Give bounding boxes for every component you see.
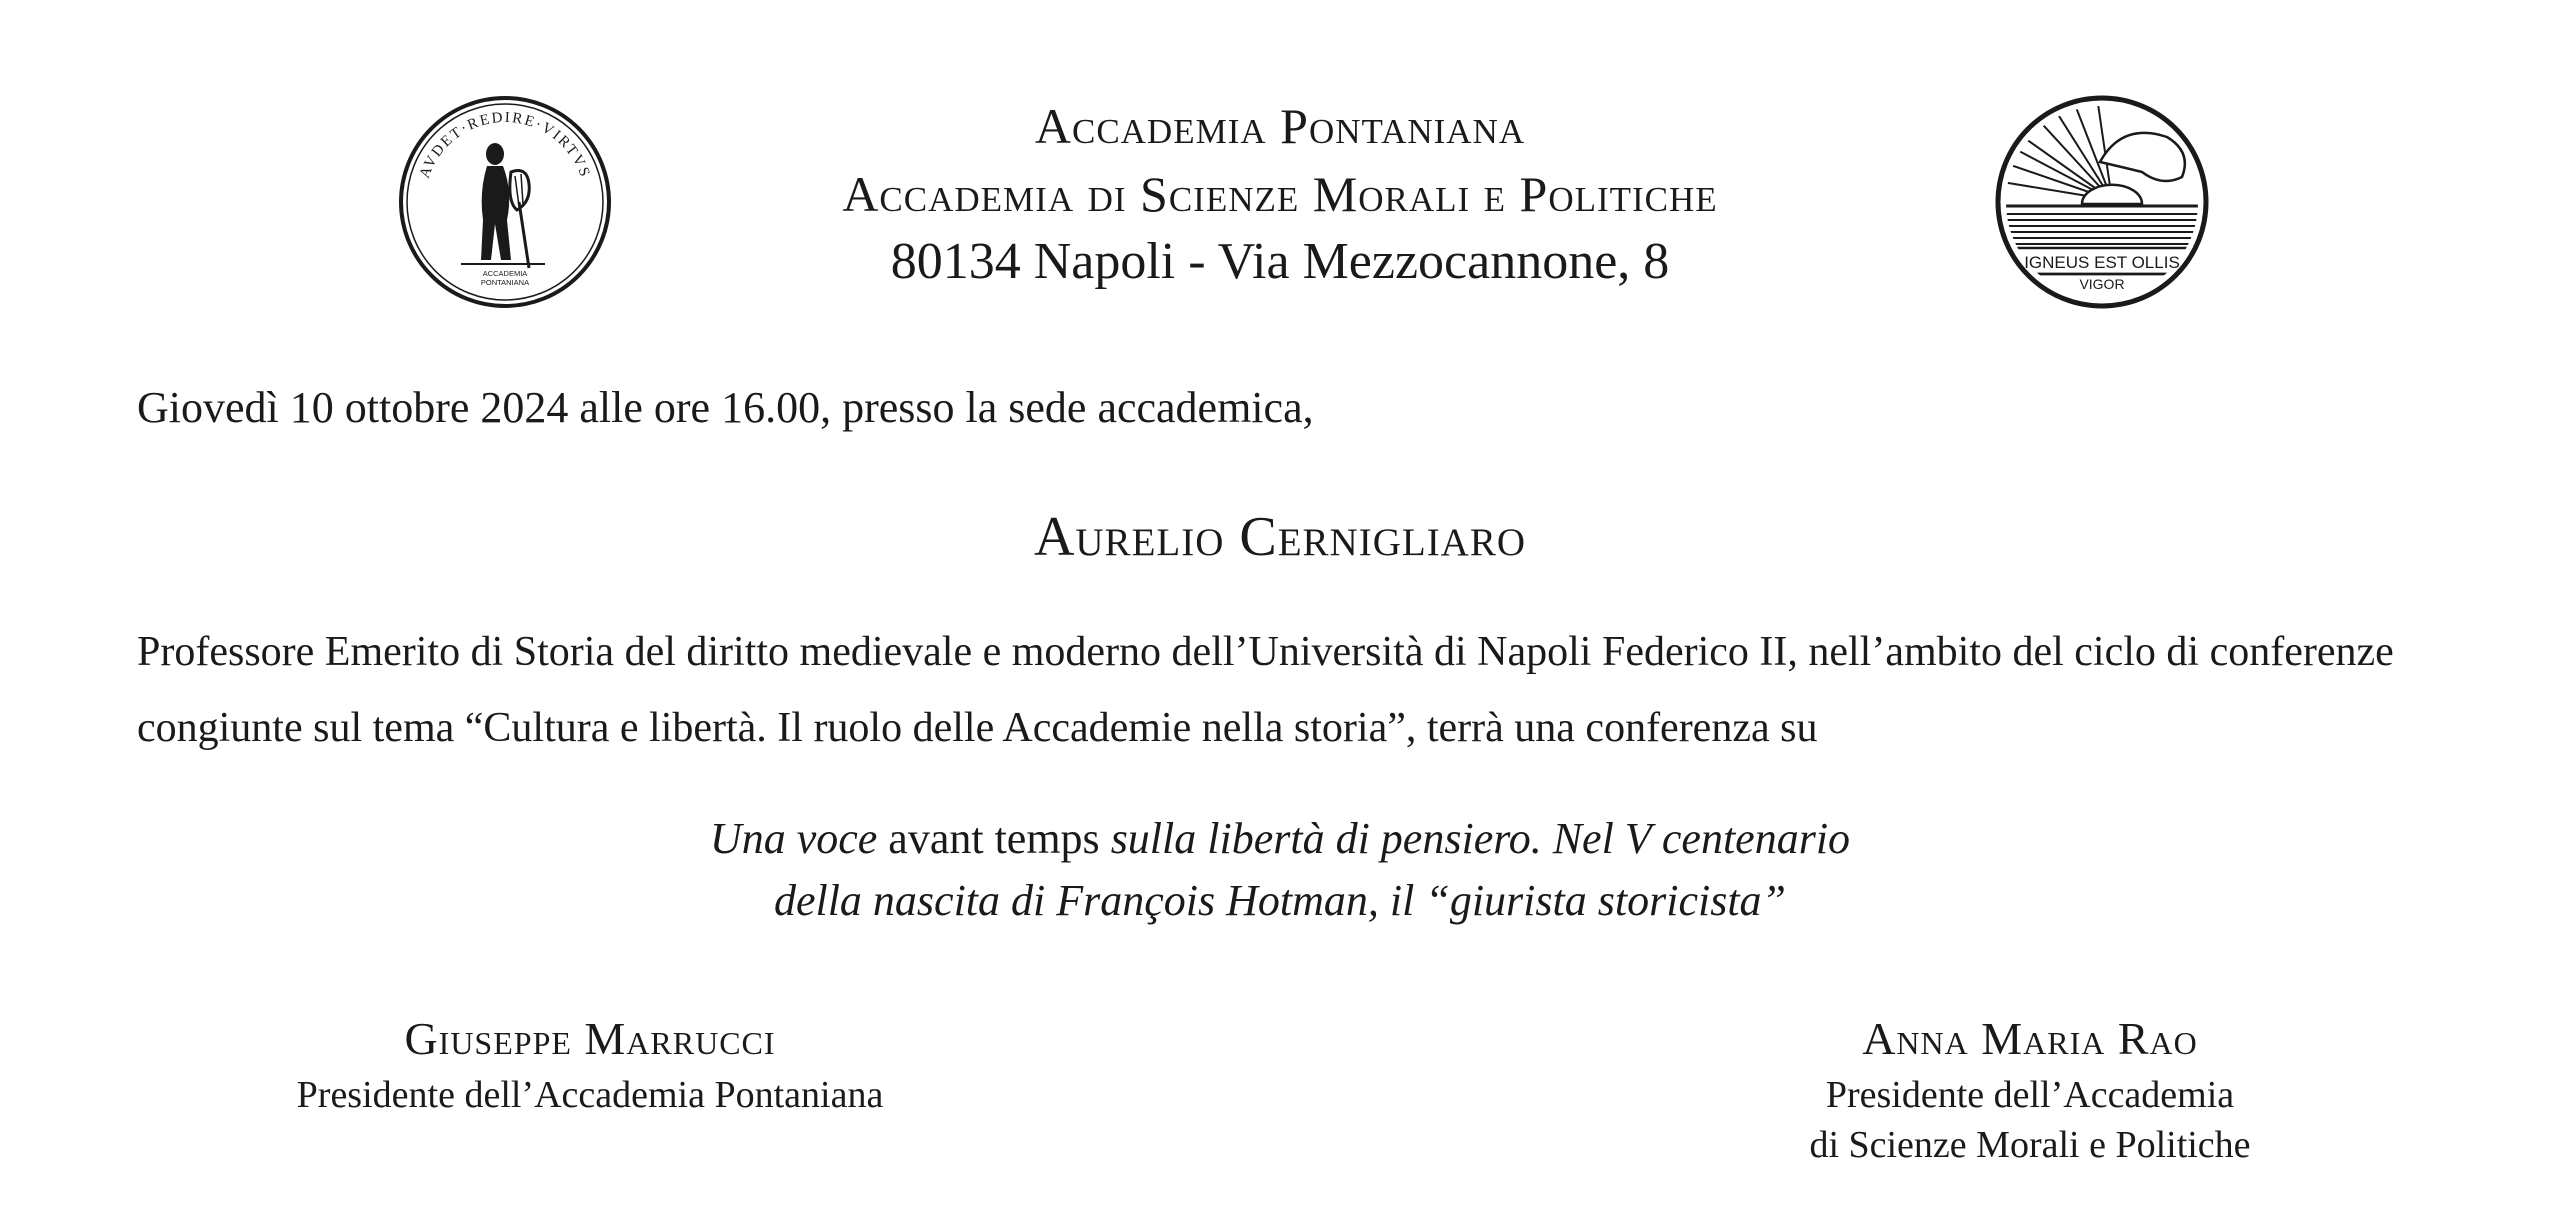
event-date-line: Giovedì 10 ottobre 2024 alle ore 16.00, presso la sede accademica, <box>137 383 1314 432</box>
talk-title-line-1 <box>0 808 2560 870</box>
seal-right-motto-top: IGNEUS EST OLLIS <box>2024 253 2180 272</box>
signature-right-role-line-1: Presidente dell’Accademia <box>1825 1074 2235 1116</box>
signature-left-role: Presidente dell’Accademia Pontaniana <box>296 1074 884 1116</box>
header-address: 80134 Napoli - Via Mezzocannone, 8 <box>890 233 1670 290</box>
talk-title-part-1: Una voce <box>709 814 878 863</box>
talk-title-part-2: avant temps <box>877 814 1111 863</box>
letterhead <box>700 92 1860 296</box>
header-academy-name: Accademia Pontaniana <box>1034 98 1526 154</box>
speaker-description: Professore Emerito di Storia del diritto medievale e moderno dell’Università di Napoli Federico II, nell’ambito del ciclo di conferenze congiunte sul tema “Cultura e libertà. Il ruolo delle Accademie nella storia”, terrà una conferenza su <box>137 629 2394 751</box>
seal-left-motto: AVDET·REDIRE·VIRTVS <box>416 109 594 181</box>
seal-left-caption-top: ACCADEMIA <box>482 269 528 278</box>
rising-sun-seal-icon <box>1992 92 2212 312</box>
lyre-player-seal-icon <box>395 92 615 312</box>
talk-title <box>0 808 2560 932</box>
signature-right-name: Anna Maria Rao <box>1862 1013 2198 1064</box>
signature-left-name: Giuseppe Marrucci <box>404 1013 776 1064</box>
signature-right-role-line-2: di Scienze Morali e Politiche <box>1809 1124 2251 1166</box>
speaker-name: Aurelio Cernigliaro <box>1033 506 1527 568</box>
header-academy-subtitle: Accademia di Scienze Morali e Politiche <box>842 166 1718 222</box>
signature-right <box>1680 1008 2380 1170</box>
talk-title-line-2: della nascita di François Hotman, il “giurista storicista” <box>773 876 1787 925</box>
talk-title-part-3: sulla libertà di pensiero. Nel V centenario <box>1110 814 1851 863</box>
seal-left-caption-bottom: PONTANIANA <box>480 278 530 287</box>
seal-right-motto-bottom: VIGOR <box>2079 276 2125 292</box>
signature-left <box>240 1008 940 1120</box>
